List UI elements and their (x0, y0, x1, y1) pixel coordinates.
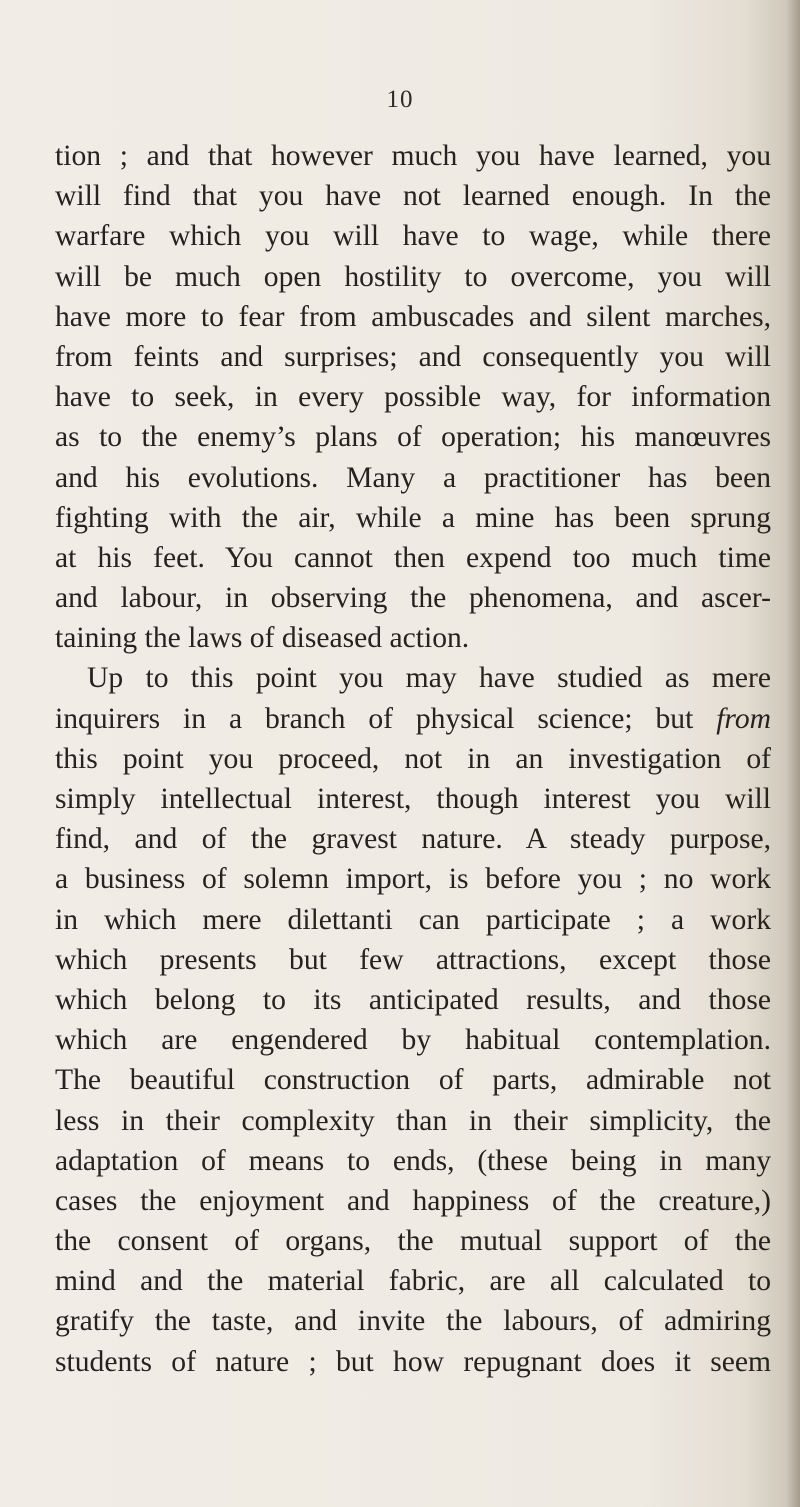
paragraph-start-line: Up to this point you may have studied as mere (87, 662, 771, 695)
text-line: which belong to its anticipated results, and those (55, 983, 771, 1016)
page-number: 10 (386, 86, 414, 113)
text-line: which presents but few attractions, except those (55, 943, 771, 976)
text-line: the consent of organs, the mutual support of the (55, 1225, 771, 1258)
text-line: The beautiful construction of parts, admirable not (55, 1064, 771, 1097)
text-line: as to the enemy’s plans of operation; his manœuvres (55, 421, 771, 454)
paragraph-end-line: taining the laws of diseased action. (55, 622, 470, 655)
text-line: will be much open hostility to overcome, you will (55, 260, 771, 293)
text-line: will find that you have not learned enough. In the (55, 180, 771, 213)
text-line: adaptation of means to ends, (these being in many (55, 1144, 771, 1177)
text-line: gratify the taste, and invite the labours, of admiring (55, 1305, 771, 1338)
text-line: in which mere dilettanti can participate ; a work (55, 903, 771, 936)
text-line: cases the enjoyment and happiness of the creature,) (55, 1184, 771, 1217)
text-line: from feints and surprises; and consequently you will (55, 340, 771, 373)
text-line: find, and of the gravest nature. A steady purpose, (55, 823, 771, 856)
text-line: less in their complexity than in their simplicity, the (55, 1104, 771, 1137)
text-segment: inquirers in a branch of physical science; but (55, 702, 694, 735)
text-line: simply intellectual interest, though interest you will (55, 783, 771, 815)
text-line: and his evolutions. Many a practitioner has been (55, 461, 771, 494)
text-line: students of nature ; but how repugnant does it seem (55, 1345, 771, 1378)
text-line: at his feet. You cannot then expend too much time (55, 541, 771, 574)
text-line: fighting with the air, while a mine has been sprung (55, 501, 771, 534)
body-text (55, 136, 771, 1382)
text-line: have to seek, in every possible way, for information (55, 381, 771, 414)
text-line: this point you proceed, not in an investigation of (55, 742, 771, 775)
text-line: tion ; and that however much you have learned, you (55, 140, 771, 172)
text-line: a business of solemn import, is before you ; no work (55, 863, 771, 896)
text-line: and labour, in observing the phenomena, and ascer- (55, 582, 771, 615)
page-edge-shadow (786, 0, 800, 1507)
italic-word: from (716, 702, 771, 735)
text-line: warfare which you will have to wage, while there (55, 220, 771, 253)
text-line: mind and the material fabric, are all calculated to (55, 1265, 771, 1298)
text-line: which are engendered by habitual contemplation. (55, 1024, 771, 1057)
text-line: have more to fear from ambuscades and silent marches, (55, 300, 771, 333)
text-line-with-italic (55, 699, 771, 739)
